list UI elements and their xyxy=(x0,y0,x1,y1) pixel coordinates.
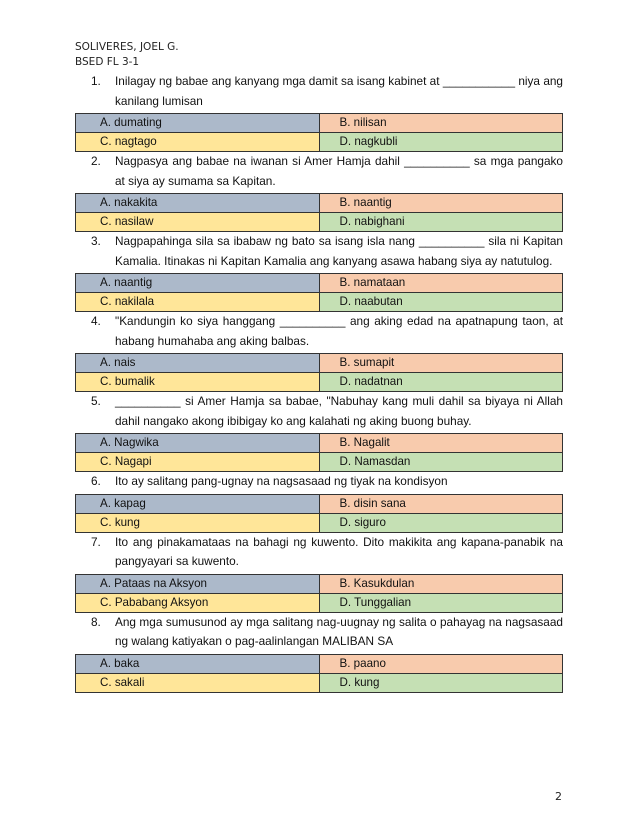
choice-b: B. namataan xyxy=(319,274,563,293)
question-3 xyxy=(75,232,563,271)
choice-d: D. naabutan xyxy=(319,293,563,312)
choice-d: D. nagkubli xyxy=(319,133,563,152)
question-text: Ito ay salitang pang-ugnay na nagsasaad ng tiyak na kondisyon xyxy=(115,474,448,488)
question-6 xyxy=(75,472,563,492)
choice-d: D. Tunggalian xyxy=(319,593,563,612)
question-number: 6. xyxy=(91,474,101,488)
question-5 xyxy=(75,392,563,431)
choice-c: C. nakilala xyxy=(76,293,320,312)
choices-table-4 xyxy=(75,353,563,392)
choice-b: B. disin sana xyxy=(319,494,563,513)
question-number: 1. xyxy=(91,74,101,88)
choice-a: A. dumating xyxy=(76,114,320,133)
choice-a: A. baka xyxy=(76,654,320,673)
question-7 xyxy=(75,533,563,572)
question-8 xyxy=(75,613,563,652)
choice-a: A. Pataas na Aksyon xyxy=(76,574,320,593)
choice-a: A. kapag xyxy=(76,494,320,513)
choice-a: A. Nagwika xyxy=(76,434,320,453)
question-text: Ito ang pinakamataas na bahagi ng kuwento. Dito makikita ang kapana-panabik na pangyayari sa kuwento. xyxy=(115,534,563,568)
question-number: 4. xyxy=(91,314,101,328)
question-text: Nagpapahinga sila sa ibabaw ng bato sa isang isla nang __________ sila ni Kapitan Kamalia. Itinakas ni Kapitan Kamalia ang kanyang asawa habang siya ay natutulog. xyxy=(115,234,563,268)
choice-c: C. Nagapi xyxy=(76,453,320,472)
choices-table-3 xyxy=(75,273,563,312)
choices-table-7 xyxy=(75,574,563,613)
question-number: 7. xyxy=(91,534,101,549)
choices-table-5 xyxy=(75,433,563,472)
question-4 xyxy=(75,312,563,351)
choices-table-6 xyxy=(75,494,563,533)
question-text: __________ si Amer Hamja sa babae, "Nabuhay kang muli dahil sa biyaya ni Allah dahil nangako akong ibibigay ko ang kalahati ng aking buong buhay. xyxy=(115,394,563,428)
choice-a: A. nais xyxy=(76,354,320,373)
choice-a: A. naantig xyxy=(76,274,320,293)
choice-b: B. sumapit xyxy=(319,354,563,373)
quiz xyxy=(75,72,563,693)
document-header xyxy=(75,40,179,70)
choice-b: B. Nagalit xyxy=(319,434,563,453)
choice-c: C. nagtago xyxy=(76,133,320,152)
choice-b: B. Kasukdulan xyxy=(319,574,563,593)
student-section: BSED FL 3-1 xyxy=(75,56,140,68)
choice-b: B. paano xyxy=(319,654,563,673)
question-number: 3. xyxy=(91,234,101,248)
choice-a: A. nakakita xyxy=(76,194,320,213)
choices-table-2 xyxy=(75,193,563,232)
question-text: Inilagay ng babae ang kanyang mga damit sa isang kabinet at ___________ niya ang kanilang lumisan xyxy=(115,74,563,108)
choices-table-8 xyxy=(75,654,563,693)
question-number: 8. xyxy=(91,614,101,629)
choice-c: C. sakali xyxy=(76,673,320,692)
question-1 xyxy=(75,72,563,111)
choices-table-1 xyxy=(75,113,563,152)
choice-b: B. naantig xyxy=(319,194,563,213)
page-number: 2 xyxy=(555,790,562,803)
choice-c: C. nasilaw xyxy=(76,213,320,232)
question-number: 2. xyxy=(91,154,101,168)
choice-d: D. nadatnan xyxy=(319,373,563,392)
choice-c: C. Pababang Aksyon xyxy=(76,593,320,612)
question-number: 5. xyxy=(91,394,101,408)
choice-c: C. kung xyxy=(76,513,320,532)
question-text: Nagpasya ang babae na iwanan si Amer Hamja dahil __________ sa mga pangako at siya ay sumama sa Kapitan. xyxy=(115,154,563,188)
question-text: "Kandungin ko siya hanggang __________ ang aking edad na apatnapung taon, at habang humahaba ang aking balbas. xyxy=(115,314,563,348)
choice-d: D. kung xyxy=(319,673,563,692)
choice-c: C. bumalik xyxy=(76,373,320,392)
choice-b: B. nilisan xyxy=(319,114,563,133)
question-text: Ang mga sumusunod ay mga salitang nag-uugnay ng salita o pahayag na nagsasaad ng walang katiyakan o pag-aalinlangan MALIBAN SA xyxy=(115,614,563,648)
choice-d: D. siguro xyxy=(319,513,563,532)
student-name: SOLIVERES, JOEL G. xyxy=(75,41,179,53)
question-2 xyxy=(75,152,563,191)
choice-d: D. nabighani xyxy=(319,213,563,232)
choice-d: D. Namasdan xyxy=(319,453,563,472)
